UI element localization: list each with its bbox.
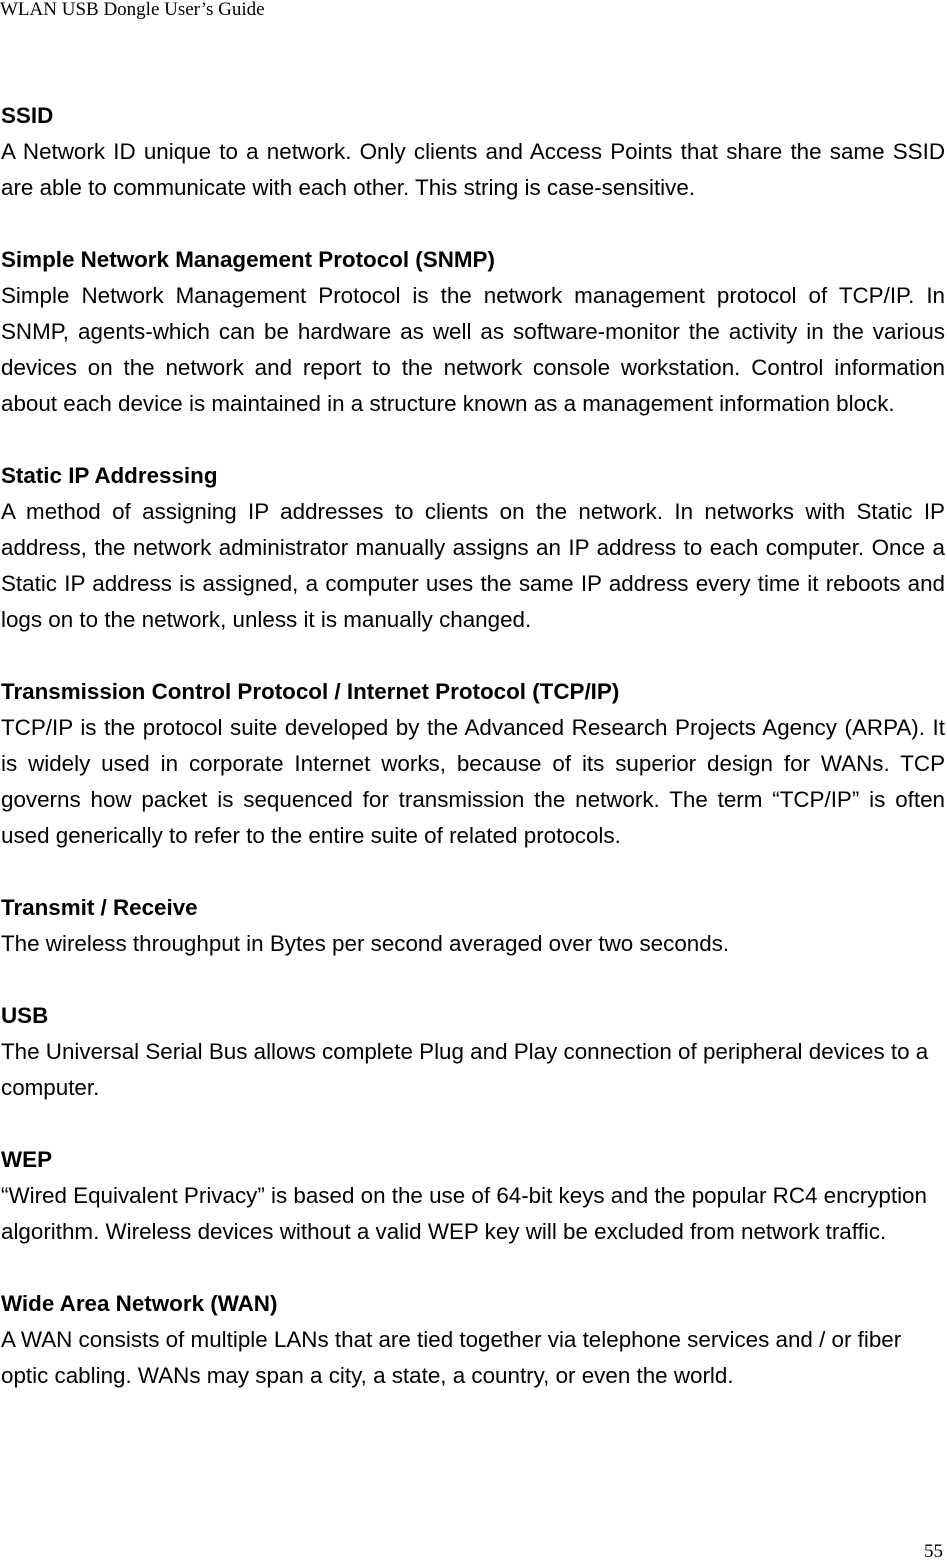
glossary-term: SSID: [1, 103, 54, 128]
glossary-definition: The Universal Serial Bus allows complete Plug and Play connection of peripheral devices to a computer.: [1, 1039, 929, 1100]
page-number: 55: [924, 1541, 943, 1562]
glossary-definition: “Wired Equivalent Privacy” is based on the use of 64-bit keys and the popular RC4 encryption algorithm. Wireless devices without a valid WEP key will be excluded from network traffic.: [1, 1183, 927, 1244]
glossary-entry-ssid: [1, 98, 945, 206]
glossary-entry-static-ip: [1, 458, 945, 638]
glossary-term: Simple Network Management Protocol (SNMP): [1, 247, 495, 272]
glossary-definition: TCP/IP is the protocol suite developed by the Advanced Research Projects Agency (ARPA). It is widely used in corporate Internet works, because of its superior design for WANs. TCP governs how packet is sequenced for transmission the network. The term “TCP/IP” is often used generically to refer to the entire suite of related protocols.: [1, 715, 945, 848]
glossary-entry-usb: [1, 998, 945, 1106]
glossary-entry-snmp: [1, 242, 945, 422]
glossary-term: Wide Area Network (WAN): [1, 1291, 278, 1316]
glossary-definition: The wireless throughput in Bytes per second averaged over two seconds.: [1, 931, 730, 956]
glossary-definition: Simple Network Management Protocol is the network management protocol of TCP/IP. In SNMP, agents-which can be hardware as well as software-monitor the activity in the various devices on the network and report to the network console workstation. Control information about each device is maintained in a structure known as a management information block.: [1, 283, 945, 416]
glossary-term: Static IP Addressing: [1, 463, 218, 488]
glossary-definition: A WAN consists of multiple LANs that are tied together via telephone services and / or fiber optic cabling. WANs may span a city, a state, a country, or even the world.: [1, 1327, 902, 1388]
glossary-term: Transmit / Receive: [1, 895, 198, 920]
glossary-entry-wep: [1, 1142, 945, 1250]
glossary-definition: A method of assigning IP addresses to clients on the network. In networks with Static IP address, the network administrator manually assigns an IP address to each computer. Once a Static IP address is assigned, a computer uses the same IP address every time it reboots and logs on to the network, unless it is manually changed.: [1, 499, 945, 632]
glossary-content: [1, 98, 945, 1430]
glossary-entry-tcp-ip: [1, 674, 945, 854]
glossary-entry-transmit-receive: [1, 890, 945, 962]
glossary-term: WEP: [1, 1147, 53, 1172]
glossary-term: USB: [1, 1003, 49, 1028]
running-header: WLAN USB Dongle User’s Guide: [0, 0, 265, 20]
glossary-term: Transmission Control Protocol / Internet Protocol (TCP/IP): [1, 679, 620, 704]
glossary-definition: A Network ID unique to a network. Only clients and Access Points that share the same SSID are able to communicate with each other. This string is case-sensitive.: [1, 139, 945, 200]
glossary-entry-wan: [1, 1286, 945, 1394]
